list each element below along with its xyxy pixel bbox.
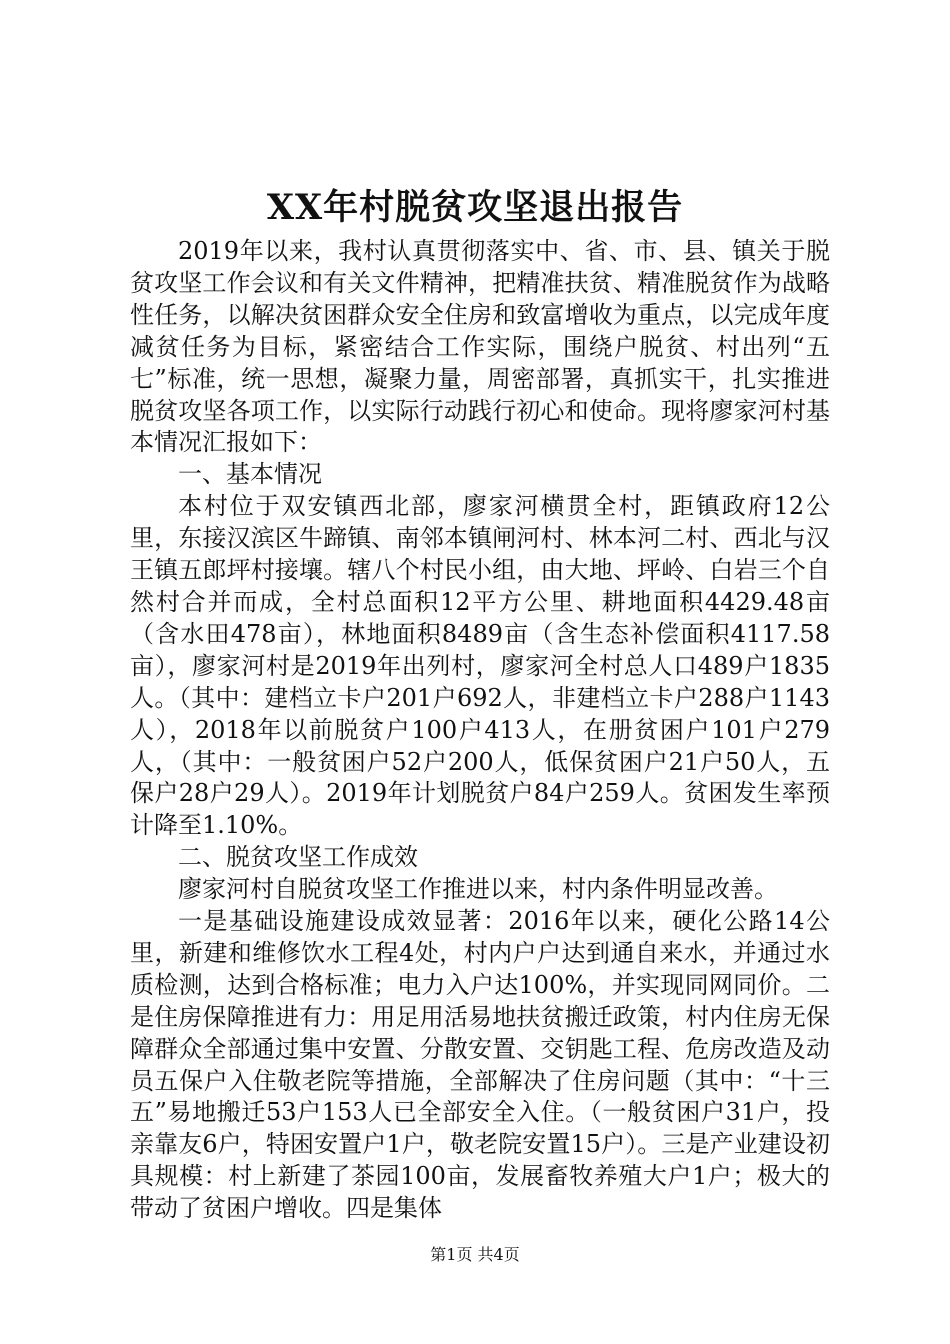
document-body [130,236,830,1225]
section-heading-basic-info: 一、基本情况 [178,460,322,489]
basic-info-paragraph: 本村位于双安镇西北部，廖家河横贯全村，距镇政府12公里，东接汉滨区牛蹄镇、南邻本镇闸河村、林本河二村、西北与汉王镇五郎坪村接壤。辖八个村民小组，由大地、坪岭、白岩三个自然村合并而成，全村总面积12平方公里、耕地面积4429.48亩（含水田478亩），林地面积8489亩（含生态补偿面积4117.58亩），廖家河村是2019年出列村，廖家河全村总人口489户1835人。（其中：建档立卡户201户692人，非建档立卡户288户1143人），2018年以前脱贫户100户413人，在册贫困户101户279人，（其中：一般贫困户52户200人，低保贫困户21户50人，五保户28户29人）。2019年计划脱贫户84户259人。贫困发生率预计降至1.10%。 [130,492,830,840]
results-intro-paragraph: 廖家河村自脱贫攻坚工作推进以来，村内条件明显改善。 [178,875,778,904]
section-heading-results: 二、脱贫攻坚工作成效 [178,843,418,872]
page-footer: 第1页 共4页 [430,1245,520,1264]
results-detail-paragraph: 一是基础设施建设成效显著：2016年以来，硬化公路14公里，新建和维修饮水工程4处，村内户户达到通自来水，并通过水质检测，达到合格标准；电力入户达100%，并实现同网同价。二是住房保障推进有力：用足用活易地扶贫搬迁政策，村内住房无保障群众全部通过集中安置、分散安置、交钥匙工程、危房改造及动员五保户入住敬老院等措施，全部解决了住房问题（其中：“十三五”易地搬迁53户153人已全部安全入住。（一般贫困户31户，投亲靠友6户，特困安置户1户，敬老院安置15户）。三是产业建设初具规模：村上新建了茶园100亩，发展畜牧养殖大户1户；极大的带动了贫困户增收。四是集体 [130,907,830,1223]
document-title: XX年村脱贫攻坚退出报告 [266,187,684,228]
intro-paragraph: 2019年以来，我村认真贯彻落实中、省、市、县、镇关于脱贫攻坚工作会议和有关文件精神，把精准扶贫、精准脱贫作为战略性任务，以解决贫困群众安全住房和致富增收为重点，以完成年度减贫任务为目标，紧密结合工作实际，围绕户脱贫、村出列“五七”标准，统一思想，凝聚力量，周密部署，真抓实干，扎实推进脱贫攻坚各项工作，以实际行动践行初心和使命。现将廖家河村基本情况汇报如下： [130,237,830,457]
